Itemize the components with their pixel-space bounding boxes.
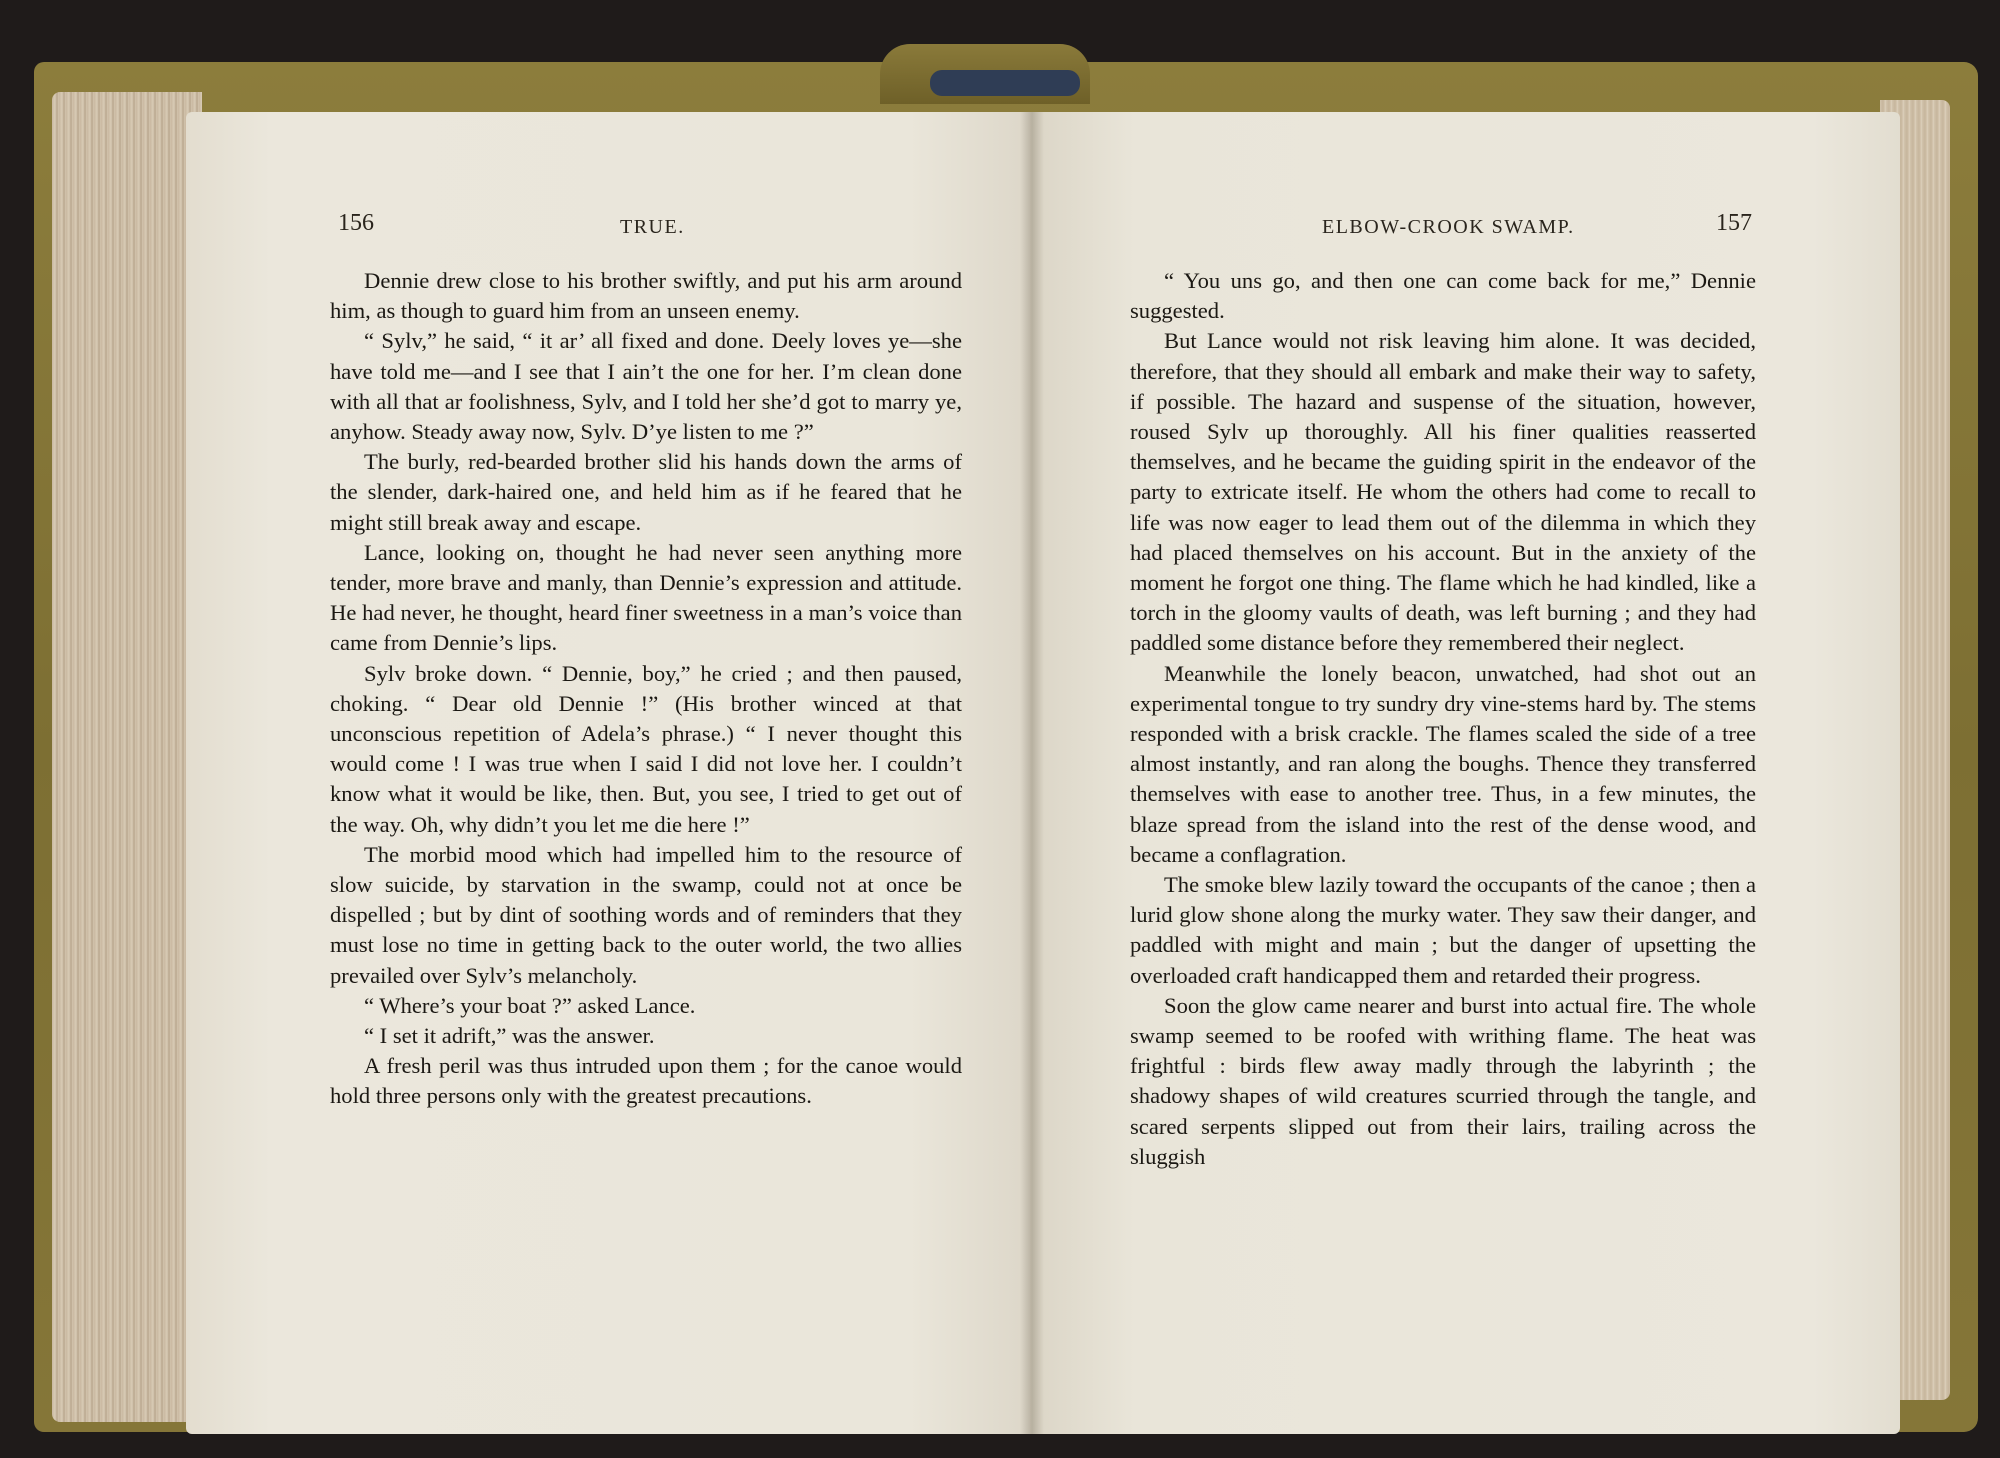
paragraph: Dennie drew close to his brother swiftly, and put his arm around him, as though to guard him from an unseen enemy. (330, 268, 962, 324)
gutter-shadow (1020, 112, 1044, 1434)
paragraph: Sylv broke down. “ Dennie, boy,” he cried ; and then paused, choking. “ Dear old Dennie !” (His brother winced at that unconscious repetition of Adela’s phrase.) “ I never thought this would come ! I was true when I said I did not love her. I couldn’t know what it would be like, then. But, you see, I tried to get out of the way. Oh, why didn’t you let me die here !” (330, 660, 962, 837)
paragraph: “ I set it adrift,” was the answer. (364, 1023, 655, 1049)
paragraph: The smoke blew lazily toward the occupants of the canoe ; then a lurid glow shone along the murky water. They saw their danger, and paddled with might and main ; but the danger of upsetting the overloaded craft handicapped them and retarded their progress. (1130, 872, 1756, 988)
paragraph: Soon the glow came nearer and burst into actual fire. The whole swamp seemed to be roofed with writhing flame. The heat was frightful : birds flew away madly through the labyrinth ; the shadowy shapes of wild creatures scurried through the tangle, and scared serpents slipped out from their lairs, trailing across the sluggish (1130, 992, 1756, 1169)
paragraph: Meanwhile the lonely beacon, unwatched, had shot out an experimental tongue to try sundry dry vine-stems hard by. The stems responded with a brisk crackle. The flames scaled the side of a tree almost instantly, and ran along the boughs. Thence they transferred themselves with ease to another tree. Thus, in a few minutes, the blaze spread from the island into the rest of the dense wood, and became a conflagration. (1130, 660, 1756, 867)
paragraph: Lance, looking on, thought he had never seen anything more tender, more brave and manly, than Dennie’s expression and attitude. He had never, he thought, heard finer sweetness in a man’s voice than came from Dennie’s lips. (330, 539, 962, 656)
paragraph: The morbid mood which had impelled him to the resource of slow suicide, by starvation in the swamp, could not at once be dispelled ; but by dint of soothing words and of reminders that they must lose no time in getting back to the outer world, the two allies prevailed over Sylv’s melancholy. (330, 841, 962, 988)
paragraph: But Lance would not risk leaving him alone. It was decided, therefore, that they should all embark and make their way to safety, if possible. The hazard and suspense of the situation, however, roused Sylv up thoroughly. All his finer qualities reasserted themselves, and he became the guiding spirit in the endeavor of the party to extricate itself. He whom the others had come to recall to life was now eager to lead them out of the dilemma in which they had placed themselves on his account. But in the anxiety of the moment he forgot one thing. The flame which he had kindled, like a torch in the gloomy vaults of death, was left burning ; and they had paddled some distance before they remembered their neglect. (1130, 328, 1756, 656)
paragraph: A fresh peril was thus intruded upon them ; for the canoe would hold three persons only with the greatest precautions. (330, 1053, 962, 1109)
paragraph: “ You uns go, and then one can come back for me,” Dennie suggested. (1130, 268, 1756, 324)
page-number-right: 157 (1716, 210, 1752, 236)
running-head-right: ELBOW-CROOK SWAMP. (1322, 216, 1575, 238)
paragraph: “ Where’s your boat ?” asked Lance. (364, 992, 696, 1018)
page-edges-left (52, 92, 202, 1422)
paragraph: The burly, red-bearded brother slid his hands down the arms of the slender, dark-haired one, and held him as if he feared that he might still break away and escape. (330, 449, 962, 535)
page-number-left: 156 (338, 210, 374, 236)
left-page-text (330, 266, 962, 1112)
right-page-text (1130, 266, 1756, 1172)
paragraph: “ Sylv,” he said, “ it ar’ all fixed and done. Deely loves ye—she have told me—and I see that I ain’t the one for her. I’m clean done with all that ar foolishness, Sylv, and I told her she’d got to marry ye, anyhow. Steady away now, Sylv. D’ye listen to me ?” (330, 328, 962, 445)
headband (930, 70, 1080, 96)
running-head-left: TRUE. (620, 216, 685, 238)
